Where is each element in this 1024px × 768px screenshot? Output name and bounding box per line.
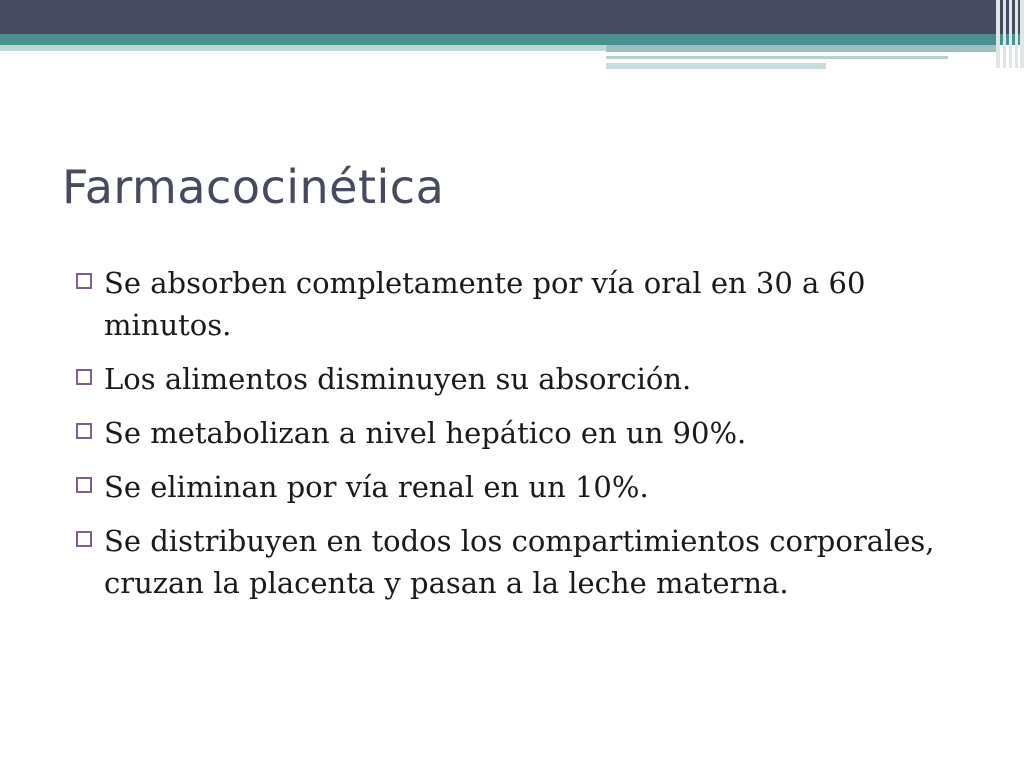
header-stripes-decoration (994, 0, 1024, 68)
hollow-square-bullet-icon (76, 369, 92, 385)
header-accent-line (606, 56, 948, 59)
header-accent-line-short (606, 63, 826, 69)
bullet-list (74, 262, 964, 616)
bullet-item (74, 262, 964, 346)
header-dark-bar (0, 0, 1024, 34)
bullet-item (74, 412, 964, 454)
hollow-square-bullet-icon (76, 477, 92, 493)
bullet-item (74, 466, 964, 508)
bullet-item (74, 358, 964, 400)
bullet-text: Se distribuyen en todos los compartimientos corporales, cruzan la placenta y pasan a la leche materna. (104, 524, 935, 600)
slide-title: Farmacocinética (62, 160, 445, 214)
hollow-square-bullet-icon (76, 423, 92, 439)
bullet-item (74, 520, 964, 604)
bullet-text: Se absorben completamente por vía oral en 30 a 60 minutos. (104, 266, 866, 342)
bullet-text: Se metabolizan a nivel hepático en un 90%. (104, 416, 747, 450)
header-light-bar-left (0, 45, 606, 51)
header-light-bar-right (606, 45, 996, 52)
hollow-square-bullet-icon (76, 273, 92, 289)
bullet-text: Se eliminan por vía renal en un 10%. (104, 470, 649, 504)
hollow-square-bullet-icon (76, 531, 92, 547)
header-teal-bar (0, 34, 1024, 45)
bullet-text: Los alimentos disminuyen su absorción. (104, 362, 692, 396)
